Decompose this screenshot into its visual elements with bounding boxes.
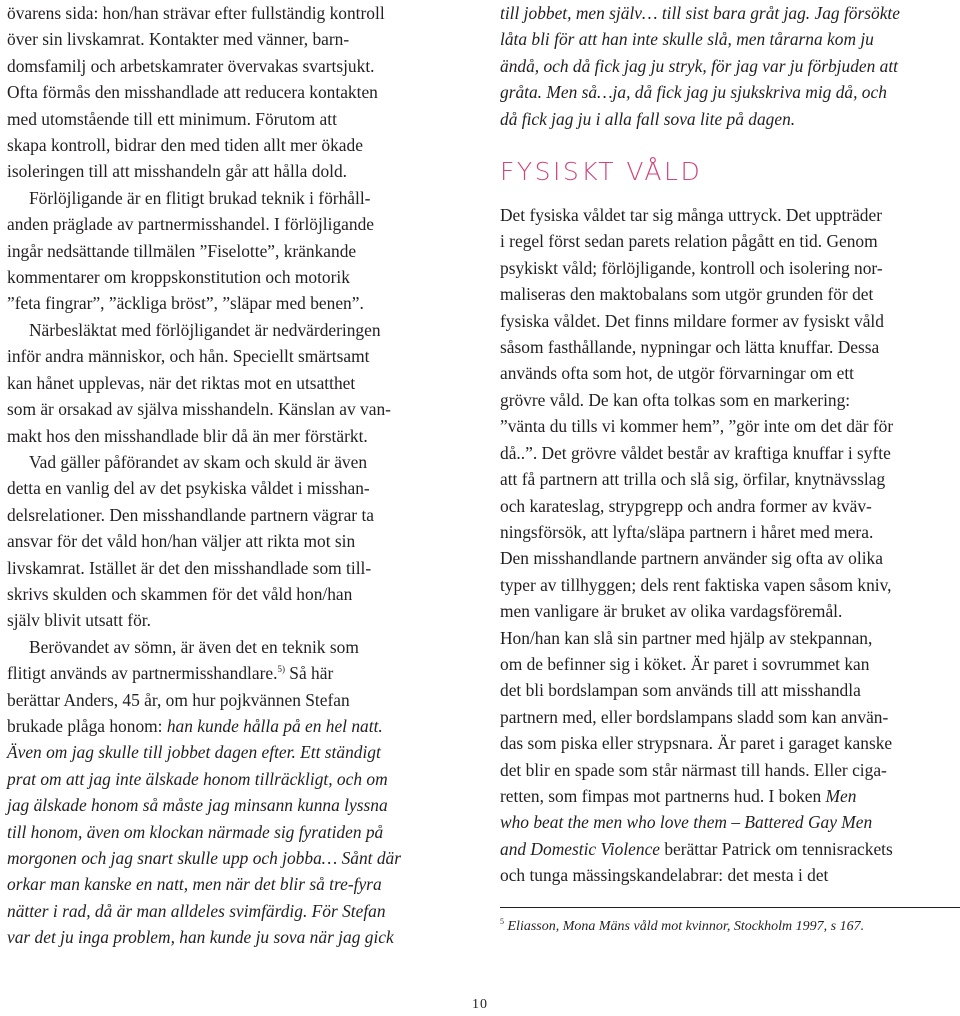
page-number: 10 bbox=[472, 997, 488, 1012]
text-line bbox=[7, 53, 459, 79]
text-run: det bli bordslampan som används till att misshandla bbox=[500, 680, 861, 701]
text-line bbox=[7, 211, 459, 237]
text-run: retten, som fimpas mot partnerns hud. I boken bbox=[500, 785, 826, 806]
text-line bbox=[7, 898, 459, 924]
text-line bbox=[7, 238, 459, 264]
text-run: Så här bbox=[284, 663, 334, 684]
text-run: Men bbox=[825, 785, 857, 806]
text-run: ”feta fingrar”, ”äckliga bröst”, ”släpar med benen”. bbox=[7, 293, 364, 314]
text-line bbox=[7, 370, 459, 396]
text-run: and Domestic Violence bbox=[500, 838, 661, 859]
text-line bbox=[500, 308, 955, 334]
text-run: gråta. Men så…ja, då fick jag ju sjukskriva mig då, och bbox=[500, 82, 887, 103]
text-line bbox=[7, 871, 459, 897]
text-line bbox=[7, 317, 459, 343]
text-line bbox=[7, 26, 459, 52]
text-run: själv blivit utsatt för. bbox=[7, 610, 151, 631]
text-line bbox=[500, 255, 955, 281]
text-line bbox=[7, 766, 459, 792]
text-run: ansvar för det våld hon/han väljer att rikta mot sin bbox=[7, 531, 356, 552]
text-run: såsom fasthållande, nypningar och lätta knuffar. Dessa bbox=[500, 337, 880, 358]
text-line bbox=[500, 598, 955, 624]
text-run: morgonen och jag snart skulle upp och jobba… Sånt där bbox=[7, 848, 402, 868]
left-paragraph bbox=[7, 0, 459, 185]
right-column-body bbox=[500, 202, 955, 889]
text-run: men vanligare är bruket av olika vardagsföremål. bbox=[500, 601, 843, 622]
text-run: om de befinner sig i köket. Är paret i sovrummet kan bbox=[500, 653, 870, 674]
text-run: skrivs skulden och skammen för det våld hon/han bbox=[7, 583, 353, 604]
left-paragraph bbox=[7, 185, 459, 317]
text-run: var det ju inga problem, han kunde ju sova när jag gick bbox=[7, 927, 394, 948]
text-run: kommentarer om kroppskonstitution och motorik bbox=[7, 267, 350, 288]
text-run: berättar Anders, 45 år, om hur pojkvännen Stefan bbox=[7, 689, 350, 710]
text-run: partnern med, eller bordslampans sladd som kan använ- bbox=[500, 706, 889, 727]
text-run: psykiskt våld; förlöjligande, kontroll och isolering nor- bbox=[500, 257, 883, 278]
text-run: det blir en spade som står närmast till hands. Eller ciga- bbox=[500, 759, 887, 780]
text-line bbox=[7, 343, 459, 369]
text-run: grövre våld. De kan ofta tolkas som en markering: bbox=[500, 389, 851, 410]
text-line bbox=[7, 475, 459, 501]
text-line bbox=[500, 545, 955, 571]
text-line bbox=[7, 687, 459, 713]
text-line bbox=[500, 704, 955, 730]
text-run: ingår nedsättande tillmälen ”Fiselotte”, kränkande bbox=[7, 240, 357, 261]
text-run: Ofta förmås den misshandlade att reducera kontakten bbox=[7, 82, 378, 103]
footnote-text: Eliasson, Mona Mäns våld mot kvinnor, Stockholm 1997, s 167. bbox=[504, 919, 865, 934]
text-run: Berövandet av sömn, är även det en teknik som bbox=[29, 636, 359, 657]
text-run: berättar Patrick om tennisrackets bbox=[660, 838, 893, 859]
left-paragraph bbox=[7, 449, 459, 634]
text-run: används ofta som hot, de utgör förvarningar om ett bbox=[500, 363, 855, 384]
text-line bbox=[7, 290, 459, 316]
text-run: över sin livskamrat. Kontakter med vänner, barn- bbox=[7, 29, 350, 50]
text-run: han kunde hålla på en hel natt. bbox=[166, 715, 383, 736]
text-line bbox=[7, 79, 459, 105]
text-run: då..”. Det grövre våldet består av kraftiga knuffar i syfte bbox=[500, 442, 891, 463]
text-line bbox=[500, 783, 955, 809]
left-paragraph bbox=[7, 317, 459, 449]
text-line bbox=[500, 413, 955, 439]
text-run: ningsförsök, att lyfta/släpa partnern i håret med mera. bbox=[500, 521, 874, 542]
text-line bbox=[500, 809, 955, 835]
text-run: Även om jag skulle till jobbet dagen efter. Ett ständigt bbox=[7, 742, 381, 763]
text-run: isoleringen till att misshandeln går att hålla dold. bbox=[7, 161, 348, 182]
text-run: och tunga mässingskandelabrar: det mesta i det bbox=[500, 865, 829, 886]
text-line bbox=[500, 466, 955, 492]
text-run: maliseras den maktobalans som utgör grunden för det bbox=[500, 284, 874, 305]
text-line bbox=[500, 202, 955, 228]
text-line bbox=[7, 502, 459, 528]
text-run: med utomstående till ett minimum. Förutom att bbox=[7, 108, 337, 129]
text-line bbox=[500, 651, 955, 677]
text-line bbox=[7, 924, 459, 950]
text-run: till jobbet, men själv… till sist bara gråt jag. Jag försökte bbox=[500, 3, 900, 23]
text-line bbox=[500, 757, 955, 783]
text-run: inför andra människor, och hån. Speciellt smärtsamt bbox=[7, 346, 370, 367]
text-line bbox=[500, 440, 955, 466]
text-run: som är orsakad av själva misshandeln. Känslan av van- bbox=[7, 399, 391, 420]
text-run: Närbesläktat med förlöjligandet är nedvärderingen bbox=[29, 319, 381, 340]
text-line bbox=[7, 581, 459, 607]
text-line bbox=[7, 792, 459, 818]
text-line bbox=[7, 739, 459, 765]
text-line bbox=[500, 0, 955, 26]
text-line bbox=[7, 264, 459, 290]
text-line bbox=[500, 334, 955, 360]
text-run: Vad gäller påförandet av skam och skuld är även bbox=[29, 451, 368, 472]
text-run: who beat the men who love them – Battered Gay Men bbox=[500, 812, 873, 833]
section-heading: FYSISKT VÅLD bbox=[500, 157, 703, 187]
text-line bbox=[500, 519, 955, 545]
text-run: kan hånet upplevas, när det riktas mot en utsatthet bbox=[7, 372, 356, 393]
text-run: att få partnern att trilla och slå sig, örfilar, knytnävsslag bbox=[500, 469, 886, 490]
text-line bbox=[500, 862, 955, 888]
text-run: makt hos den misshandlade blir då än mer förstärkt. bbox=[7, 425, 368, 446]
text-line bbox=[7, 713, 459, 739]
text-line bbox=[500, 730, 955, 756]
text-line bbox=[7, 845, 459, 871]
text-run: till honom, även om klockan närmade sig fyratiden på bbox=[7, 821, 384, 842]
text-line bbox=[7, 607, 459, 633]
text-line bbox=[7, 660, 459, 686]
text-line bbox=[500, 106, 955, 132]
text-run: brukade plåga honom: bbox=[7, 715, 167, 736]
text-line bbox=[500, 26, 955, 52]
text-line bbox=[500, 677, 955, 703]
text-line bbox=[7, 528, 459, 554]
text-line bbox=[500, 228, 955, 254]
body-paragraph bbox=[500, 202, 955, 889]
footnote bbox=[500, 917, 955, 937]
text-run: prat om att jag inte älskade honom tillräckligt, och om bbox=[7, 768, 388, 789]
text-run: Förlöjligande är en flitigt brukad teknik i förhåll- bbox=[29, 187, 371, 208]
text-run: ”vänta du tills vi kommer hem”, ”gör inte om det där för bbox=[500, 416, 894, 437]
text-run: typer av tillhyggen; dels rent faktiska vapen såsom kniv, bbox=[500, 574, 892, 595]
text-line bbox=[7, 449, 459, 475]
text-run: livskamrat. Istället är det den misshandlade som till- bbox=[7, 557, 372, 578]
text-line bbox=[7, 396, 459, 422]
text-line bbox=[7, 819, 459, 845]
text-line bbox=[500, 281, 955, 307]
text-run: jag älskade honom så måste jag minsann kunna lyssna bbox=[7, 795, 388, 816]
text-line bbox=[500, 493, 955, 519]
right-column-quote bbox=[500, 0, 955, 132]
footnote-marker: 5 bbox=[500, 917, 504, 926]
text-line bbox=[7, 185, 459, 211]
text-run: låta bli för att han inte skulle slå, men tårarna kom ju bbox=[500, 29, 874, 50]
text-run: delsrelationer. Den misshandlande partnern vägrar ta bbox=[7, 504, 374, 525]
text-line bbox=[7, 106, 459, 132]
text-run: skapa kontroll, bidrar den med tiden allt mer ökade bbox=[7, 135, 363, 156]
text-run: ändå, och då fick jag ju stryk, för jag var ju förbjuden att bbox=[500, 55, 899, 76]
text-line bbox=[500, 572, 955, 598]
text-run: nätter i rad, då är man alldeles svimfärdig. För Stefan bbox=[7, 900, 386, 921]
text-line bbox=[7, 132, 459, 158]
text-line bbox=[500, 625, 955, 651]
text-run: fysiska våldet. Det finns mildare former av fysiskt våld bbox=[500, 310, 884, 331]
text-run: och karateslag, strypgrepp och andra former av kväv- bbox=[500, 495, 872, 516]
text-line bbox=[7, 423, 459, 449]
text-run: då fick jag ju i alla fall sova lite på dagen. bbox=[500, 108, 796, 129]
text-run: das som piska eller strypsnara. Är paret i garaget kanske bbox=[500, 733, 893, 754]
text-run: Den misshandlande partnern använder sig ofta av olika bbox=[500, 548, 883, 569]
right-column bbox=[500, 0, 955, 889]
text-line bbox=[500, 53, 955, 79]
text-line bbox=[7, 634, 459, 660]
text-run: orkar man kanske en natt, men när det blir så tre-fyra bbox=[7, 874, 382, 895]
text-run: Hon/han kan slå sin partner med hjälp av stekpannan, bbox=[500, 627, 873, 648]
text-line bbox=[500, 360, 955, 386]
text-line bbox=[500, 79, 955, 105]
footnote-divider bbox=[500, 907, 960, 908]
text-run: övarens sida: hon/han strävar efter fullständig kontroll bbox=[7, 3, 385, 23]
left-column bbox=[7, 0, 459, 951]
text-run: Det fysiska våldet tar sig många uttryck. Det uppträder bbox=[500, 205, 882, 226]
text-line bbox=[500, 836, 955, 862]
text-run: anden präglade av partnermisshandel. I förlöjligande bbox=[7, 214, 374, 235]
text-run: flitigt används av partnermisshandlare. bbox=[7, 663, 278, 684]
quote-paragraph bbox=[500, 0, 955, 132]
footnote-reference: 5) bbox=[277, 664, 285, 675]
text-run: i regel först sedan parets relation pågått en tid. Genom bbox=[500, 231, 878, 252]
text-run: detta en vanlig del av det psykiska våldet i misshan- bbox=[7, 478, 370, 499]
text-line bbox=[500, 387, 955, 413]
text-line bbox=[7, 555, 459, 581]
text-line bbox=[7, 158, 459, 184]
text-run: domsfamilj och arbetskamrater övervakas svartsjukt. bbox=[7, 55, 375, 76]
left-paragraph bbox=[7, 634, 459, 951]
text-line bbox=[7, 0, 459, 26]
